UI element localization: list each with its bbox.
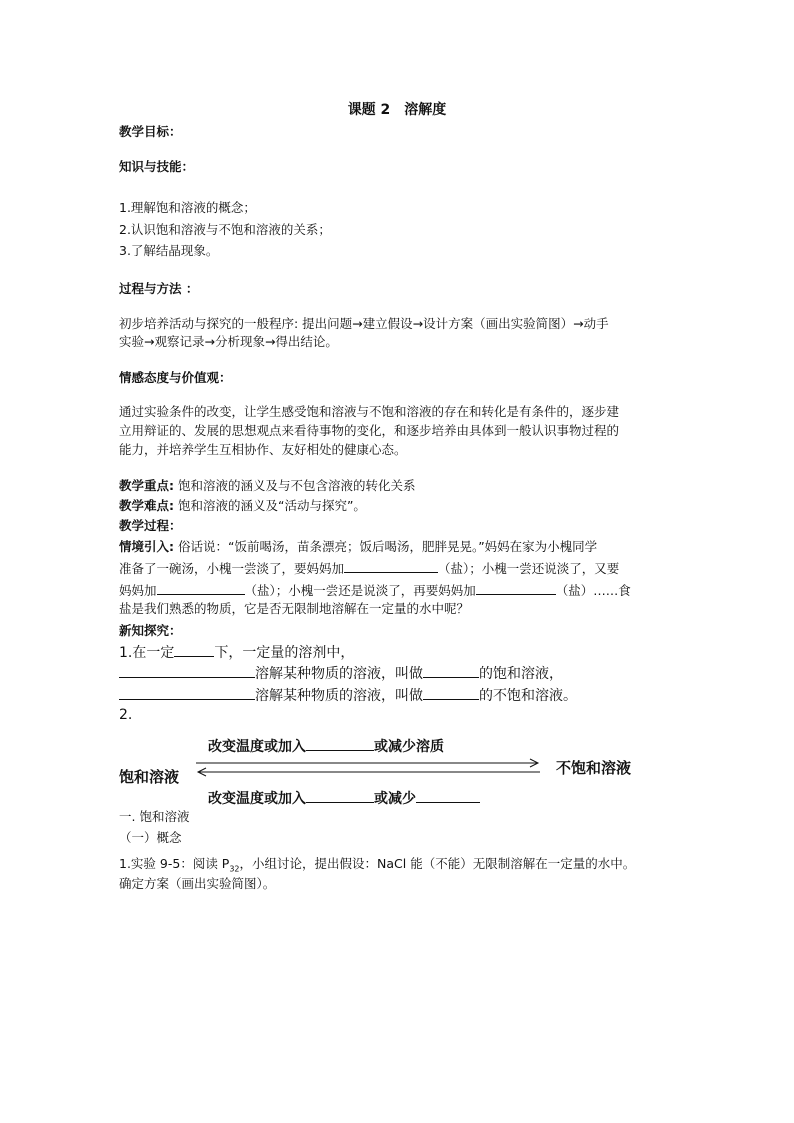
q1-text: 溶解某种物质的溶液，叫做 xyxy=(255,688,423,704)
intro-text: 俗话说：“饭前喝汤，苗条漂亮；饭后喝汤，肥胖晃晃。”妈妈在家为小槐同学 xyxy=(174,539,598,554)
page-subscript: 32 xyxy=(229,864,240,874)
q1-text: 的饱和溶液， xyxy=(479,666,563,682)
emotion-heading: 情感态度与价值观： xyxy=(119,370,232,385)
knowledge-item: 3.了解结晶现象。 xyxy=(119,243,219,258)
emotion-text: 能力，并培养学生互相协作、友好相处的健康心态。 xyxy=(119,442,407,457)
key-point-text: 饱和溶液的涵义及与不包含溶液的转化关系 xyxy=(174,478,416,493)
diagram-arrows xyxy=(194,758,544,778)
emotion-text: 通过实验条件的改变，让学生感受饱和溶液与不饱和溶液的存在和转化是有条件的，逐步建 xyxy=(119,404,620,419)
diagram-top-label xyxy=(208,736,444,756)
diagram-text: 改变温度或加入 xyxy=(208,739,306,755)
intro-line xyxy=(119,538,597,556)
intro-text: 盐是我们熟悉的物质，它是否无限制地溶解在一定量的水中呢？ xyxy=(119,601,470,616)
process-text: 初步培养活动与探究的一般程序: 提出问题→建立假设→设计方案（画出实验简图）→动手 xyxy=(119,316,609,331)
blank-salt-1[interactable] xyxy=(344,558,438,573)
knowledge-heading: 知识与技能： xyxy=(119,159,195,174)
process-heading: 过程与方法 ： xyxy=(119,281,199,296)
intro-label: 情境引入: xyxy=(119,539,174,554)
q2-label: 2. xyxy=(119,707,133,723)
key-point-label: 教学重点: xyxy=(119,478,174,493)
goals-heading: 教学目标： xyxy=(119,124,182,139)
emotion-text: 立用辩证的、发展的思想观点来看待事物的变化，和逐步培养由具体到一般认识事物过程的 xyxy=(119,423,620,438)
intro-text: （盐）……食 xyxy=(555,583,631,598)
diagram-text: 或减少 xyxy=(374,791,416,807)
blank-diagram-bottom-2[interactable] xyxy=(416,788,480,803)
blank-diagram-top[interactable] xyxy=(306,736,374,751)
diagram-saturated: 饱和溶液 xyxy=(119,768,180,786)
knowledge-item: 1.理解饱和溶液的概念； xyxy=(119,200,256,215)
blank-condition[interactable] xyxy=(174,642,214,657)
intro-text: 妈妈加 xyxy=(119,583,157,598)
process-label: 教学过程： xyxy=(119,518,182,533)
key-point xyxy=(119,477,415,495)
difficulty-label: 教学难点: xyxy=(119,498,174,513)
q1-line xyxy=(119,642,354,662)
q1-line xyxy=(119,685,577,705)
q1-line xyxy=(119,663,563,683)
blank-salt-2[interactable] xyxy=(157,580,245,595)
blank-salt-3[interactable] xyxy=(476,580,556,595)
intro-line xyxy=(119,558,619,578)
q1-text: 下，一定量的溶剂中， xyxy=(214,645,355,661)
diagram-bottom-label xyxy=(208,788,480,808)
process-text: 实验→观察记录→分析现象→得出结论。 xyxy=(119,334,338,349)
q1-text: 溶解某种物质的溶液，叫做 xyxy=(255,666,423,682)
diagram-unsaturated: 不饱和溶液 xyxy=(556,759,632,777)
explore-heading: 新知探究： xyxy=(119,623,182,638)
experiment-text: 确定方案（画出实验简图）。 xyxy=(119,876,276,891)
experiment-text: 1.实验 9-5：阅读 P xyxy=(119,856,230,871)
intro-line xyxy=(119,580,631,600)
knowledge-item: 2.认识饱和溶液与不饱和溶液的关系； xyxy=(119,222,331,237)
q1-text: 1.在一定 xyxy=(119,645,175,661)
q1-text: 的不饱和溶液。 xyxy=(479,688,577,704)
blank-unsaturated-cond[interactable] xyxy=(119,685,255,700)
intro-text: 准备了一碗汤，小槐一尝淡了，要妈妈加 xyxy=(119,561,345,576)
difficulty xyxy=(119,497,366,515)
diagram-text: 或减少溶质 xyxy=(374,739,444,755)
blank-saturated-solute[interactable] xyxy=(423,663,479,678)
intro-text: （盐）；小槐一尝还是说淡了，再要妈妈加 xyxy=(244,583,476,598)
difficulty-text: 饱和溶液的涵义及“活动与探究”。 xyxy=(174,498,366,513)
section-heading: 一. 饱和溶液 xyxy=(119,809,190,824)
experiment-text: ，小组讨论，提出假设：NaCl 能（不能）无限制溶解在一定量的水中。 xyxy=(239,856,636,871)
intro-text: （盐）；小槐一尝还说淡了，又要 xyxy=(438,561,620,576)
diagram-text: 改变温度或加入 xyxy=(208,791,306,807)
blank-diagram-bottom-1[interactable] xyxy=(306,788,374,803)
page-title: 课题 2 溶解度 xyxy=(347,102,447,118)
blank-unsaturated-solute[interactable] xyxy=(423,685,479,700)
blank-saturated-cond[interactable] xyxy=(119,663,255,678)
subsection-heading: （一）概念 xyxy=(119,830,182,845)
